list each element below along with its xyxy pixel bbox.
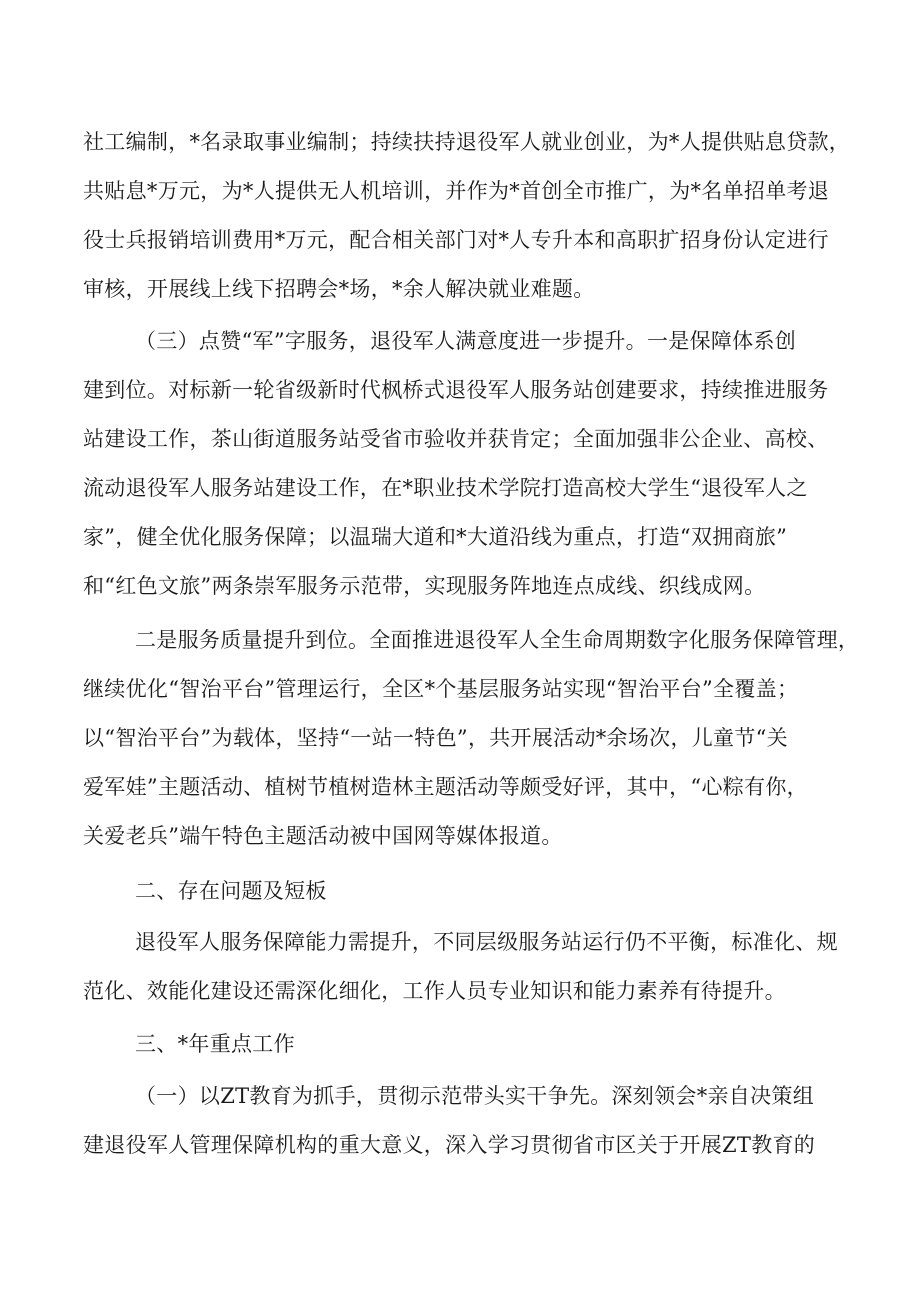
section-heading: 三、*年重点工作 [135, 1032, 295, 1056]
text-line: 退役军人服务保障能力需提升，不同层级服务站运行仍不平衡，标准化、规 [135, 930, 838, 954]
section-heading: 二、存在问题及短板 [135, 879, 327, 903]
text-line: 二是服务质量提升到位。全面推进退役军人全生命周期数字化服务保障管理， [135, 628, 860, 652]
text-line: 范化、效能化建设还需深化细化，工作人员专业知识和能力素养有待提升。 [83, 979, 786, 1003]
text-line: 建到位。对标新一轮省级新时代枫桥式退役军人服务站创建要求，持续推进服务 [83, 378, 829, 402]
text-line: （一）以ZT教育为抓手，贯彻示范带头实干争先。深刻领会*亲自决策组 [135, 1084, 814, 1108]
text-line: 关爱老兵”端午特色主题活动被中国网等媒体报道。 [83, 824, 563, 848]
text-line: 审核，开展线上线下招聘会*场，*余人解决就业难题。 [83, 277, 595, 301]
text-line: 流动退役军人服务站建设工作，在*职业技术学院打造高校大学生“退役军人之 [83, 476, 808, 500]
text-line: 站建设工作，茶山街道服务站受省市验收并获肯定；全面加强非公企业、高校、 [83, 427, 829, 451]
text-line: 继续优化“智治平台”管理运行，全区*个基层服务站实现“智治平台”全覆盖； [83, 677, 799, 701]
text-line: （三）点赞“军”字服务，退役军人满意度进一步提升。一是保障体系创 [135, 329, 797, 353]
text-line: 以“智治平台”为载体，坚持“一站一特色”，共开展活动*余场次，儿童节“关 [83, 726, 788, 750]
text-line: 家”，健全优化服务保障；以温瑞大道和*大道沿线为重点，打造“双拥商旅” [83, 525, 788, 549]
text-line: 爱军娃”主题活动、植树节植树造林主题活动等颇受好评，其中，“心粽有你， [83, 775, 808, 799]
text-line: 社工编制，*名录取事业编制；持续扶持退役军人就业创业，为*人提供贴息贷款， [83, 130, 851, 154]
text-line: 和“红色文旅”两条崇军服务示范带，实现服务阵地连点成线、织线成网。 [83, 574, 766, 598]
text-line: 役士兵报销培训费用*万元，配合相关部门对*人专升本和高职扩招身份认定进行 [83, 228, 829, 252]
text-line: 建退役军人管理保障机构的重大意义，深入学习贯彻省市区关于开展ZT教育的 [83, 1133, 816, 1157]
text-line: 共贴息*万元，为*人提供无人机培训，并作为*首创全市推广，为*名单招单考退 [83, 179, 830, 203]
